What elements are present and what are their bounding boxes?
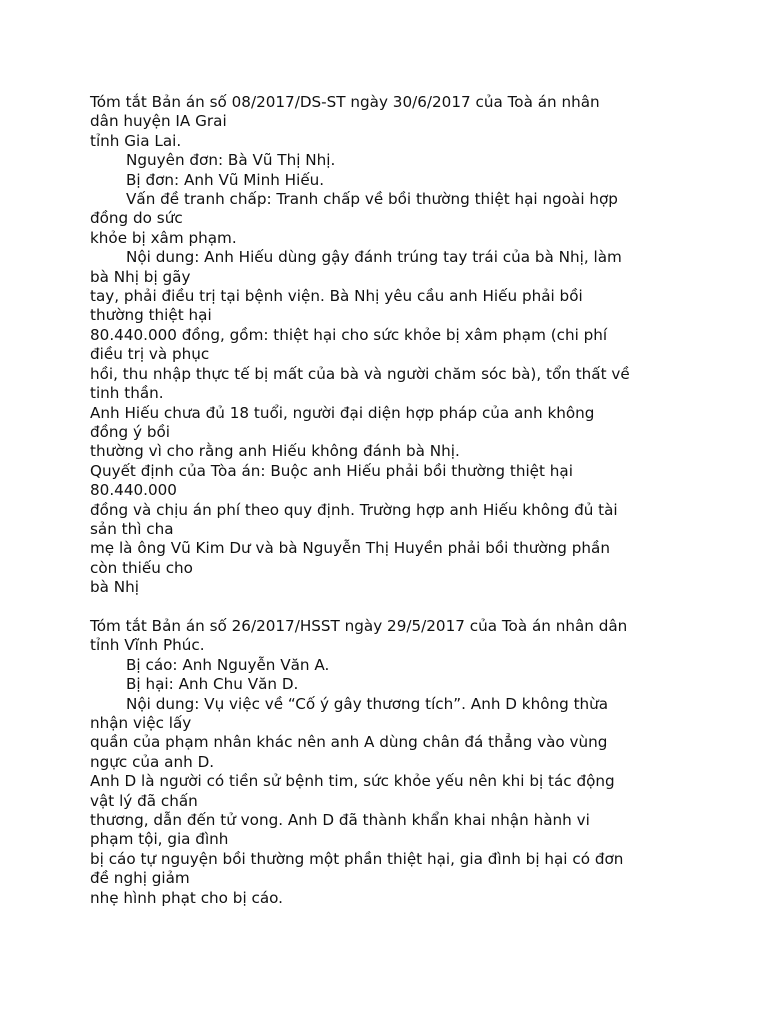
content-line: thường thiệt hại (90, 306, 212, 325)
content-line: đồng ý bồi (90, 422, 170, 441)
content-line: 80.440.000 đồng, gồm: thiệt hại cho sức khỏe bị xâm phạm (chi phí (90, 325, 608, 344)
decision-line: 80.440.000 (90, 481, 177, 500)
decision-line: sản thì cha (90, 519, 174, 538)
dispute-line: đồng do sức (90, 209, 183, 228)
content-line: ngực của anh D. (90, 752, 215, 771)
dispute-line: khỏe bị xâm phạm. (90, 228, 237, 247)
victim-line: Bị hại: Anh Chu Văn D. (126, 675, 299, 694)
accused-line: Bị cáo: Anh Nguyễn Văn A. (126, 655, 330, 674)
content-line: Anh Hiếu chưa đủ 18 tuổi, người đại diện hợp pháp của anh không (90, 403, 595, 422)
content-line: nhẹ hình phạt cho bị cáo. (90, 888, 283, 907)
decision-line: bà Nhị (90, 578, 139, 597)
dispute-line: Vấn đề tranh chấp: Tranh chấp về bồi thường thiệt hại ngoài hợp (126, 190, 618, 209)
content-line: bị cáo tự nguyện bồi thường một phần thiệt hại, gia đình bị hại có đơn (90, 849, 624, 868)
decision-line: mẹ là ông Vũ Kim Dư và bà Nguyễn Thị Huyền phải bồi thường phần (90, 539, 610, 558)
judgment-summary-1 (90, 93, 690, 598)
document-page (90, 93, 690, 908)
content-line: tinh thần. (90, 384, 164, 403)
section-gap (90, 598, 690, 617)
decision-line: đồng và chịu án phí theo quy định. Trường hợp anh Hiếu không đủ tài (90, 500, 618, 519)
decision-line: Quyết định của Tòa án: Buộc anh Hiếu phải bồi thường thiệt hại (90, 461, 573, 480)
content-line: phạm tội, gia đình (90, 830, 229, 849)
content-line: quần của phạm nhân khác nên anh A dùng chân đá thẳng vào vùng (90, 733, 608, 752)
content-line: vật lý đã chấn (90, 791, 198, 810)
content-line: bà Nhị bị gãy (90, 267, 191, 286)
content-line: thương, dẫn đến tử vong. Anh D đã thành khẩn khai nhận hành vi (90, 811, 590, 830)
summary-heading-line: dân huyện IA Grai (90, 112, 227, 131)
summary-heading-line: Tóm tắt Bản án số 08/2017/DS-ST ngày 30/6/2017 của Toà án nhân (90, 93, 600, 111)
plaintiff-line: Nguyên đơn: Bà Vũ Thị Nhị. (126, 151, 336, 170)
judgment-summary-2 (90, 617, 690, 908)
content-line: tay, phải điều trị tại bệnh viện. Bà Nhị yêu cầu anh Hiếu phải bồi (90, 287, 583, 306)
content-line: đề nghị giảm (90, 869, 190, 888)
content-line: điều trị và phục (90, 345, 210, 364)
summary-heading-line: Tóm tắt Bản án số 26/2017/HSST ngày 29/5/2017 của Toà án nhân dân (90, 616, 628, 635)
summary-heading-line: tỉnh Gia Lai. (90, 131, 182, 150)
content-line: Nội dung: Anh Hiếu dùng gậy đánh trúng tay trái của bà Nhị, làm (126, 248, 622, 267)
content-line: Nội dung: Vụ việc về “Cố ý gây thương tích”. Anh D không thừa (126, 694, 609, 713)
content-line: Anh D là người có tiền sử bệnh tim, sức khỏe yếu nên khi bị tác động (90, 772, 615, 791)
summary-heading-line: tỉnh Vĩnh Phúc. (90, 636, 205, 655)
content-line: hồi, thu nhập thực tế bị mất của bà và người chăm sóc bà), tổn thất về (90, 364, 630, 383)
decision-line: còn thiếu cho (90, 558, 193, 577)
content-line: nhận việc lấy (90, 713, 192, 732)
content-line: thường vì cho rằng anh Hiếu không đánh bà Nhị. (90, 442, 460, 461)
defendant-line: Bị đơn: Anh Vũ Minh Hiếu. (126, 170, 325, 189)
